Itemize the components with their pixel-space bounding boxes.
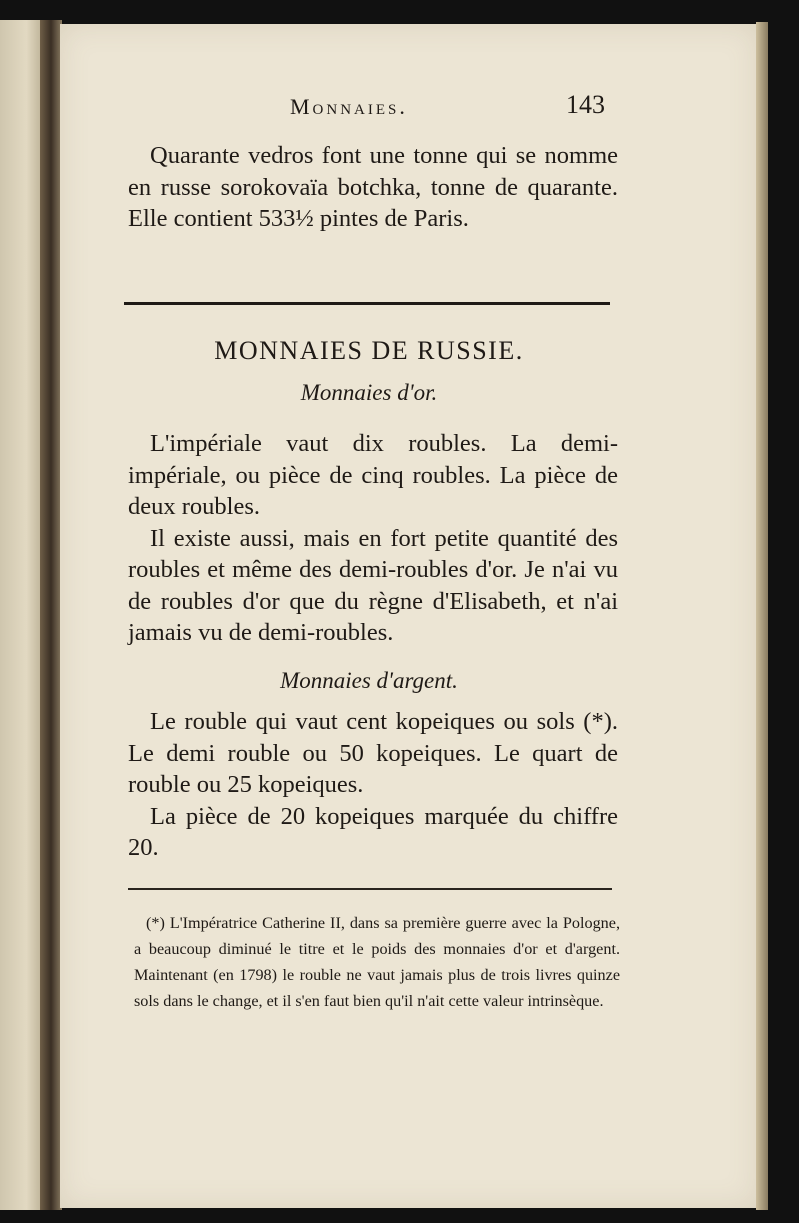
footnote-divider xyxy=(128,888,612,890)
gold-coins-text xyxy=(128,428,618,649)
silver-coins-heading: Monnaies d'argent. xyxy=(280,668,458,693)
silver-paragraph-1: Le rouble qui vaut cent kopeiques ou sols (*). Le demi rouble ou 50 kopeiques. Le quart de rouble ou 25 kopeiques. xyxy=(128,708,618,798)
section-divider xyxy=(124,302,610,305)
gold-coins-heading: Monnaies d'or. xyxy=(300,380,438,405)
facing-page-edge xyxy=(0,20,44,1210)
page-edge xyxy=(756,22,768,1210)
gold-paragraph-1: L'impériale vaut dix roubles. La demi-impériale, ou pièce de cinq roubles. La pièce de deux roubles. xyxy=(128,430,618,520)
gold-paragraph-2: Il existe aussi, mais en fort petite quantité des roubles et même des demi-roubles d'or. Je n'ai vu de roubles d'or que du règne d'Elisabeth, et n'ai jamais vu de demi-roubles. xyxy=(128,524,618,646)
footnote-text: (*) L'Impératrice Catherine II, dans sa première guerre avec la Pologne, a beaucoup diminué le titre et le poids des monnaies d'or et d'argent. Maintenant (en 1798) le rouble ne vaut jamais plus de trois livres quinze sols dans le change, et il s'en faut bien qu'il n'ait cette valeur intrinsèque. xyxy=(134,914,620,1010)
silver-coins-text xyxy=(128,706,618,864)
page-number: 143 xyxy=(566,90,605,119)
running-title: Monnaies. xyxy=(290,94,408,119)
footnote-block xyxy=(134,910,620,1014)
intro-paragraph-block xyxy=(128,140,618,235)
section-title: MONNAIES DE RUSSIE. xyxy=(214,336,524,365)
book-gutter xyxy=(40,20,62,1210)
silver-paragraph-2: La pièce de 20 kopeiques marquée du chiffre 20. xyxy=(128,802,618,861)
intro-paragraph: Quarante vedros font une tonne qui se nomme en russe sorokovaïa botchka, tonne de quarante. Elle contient 533½ pintes de Paris. xyxy=(128,142,618,232)
